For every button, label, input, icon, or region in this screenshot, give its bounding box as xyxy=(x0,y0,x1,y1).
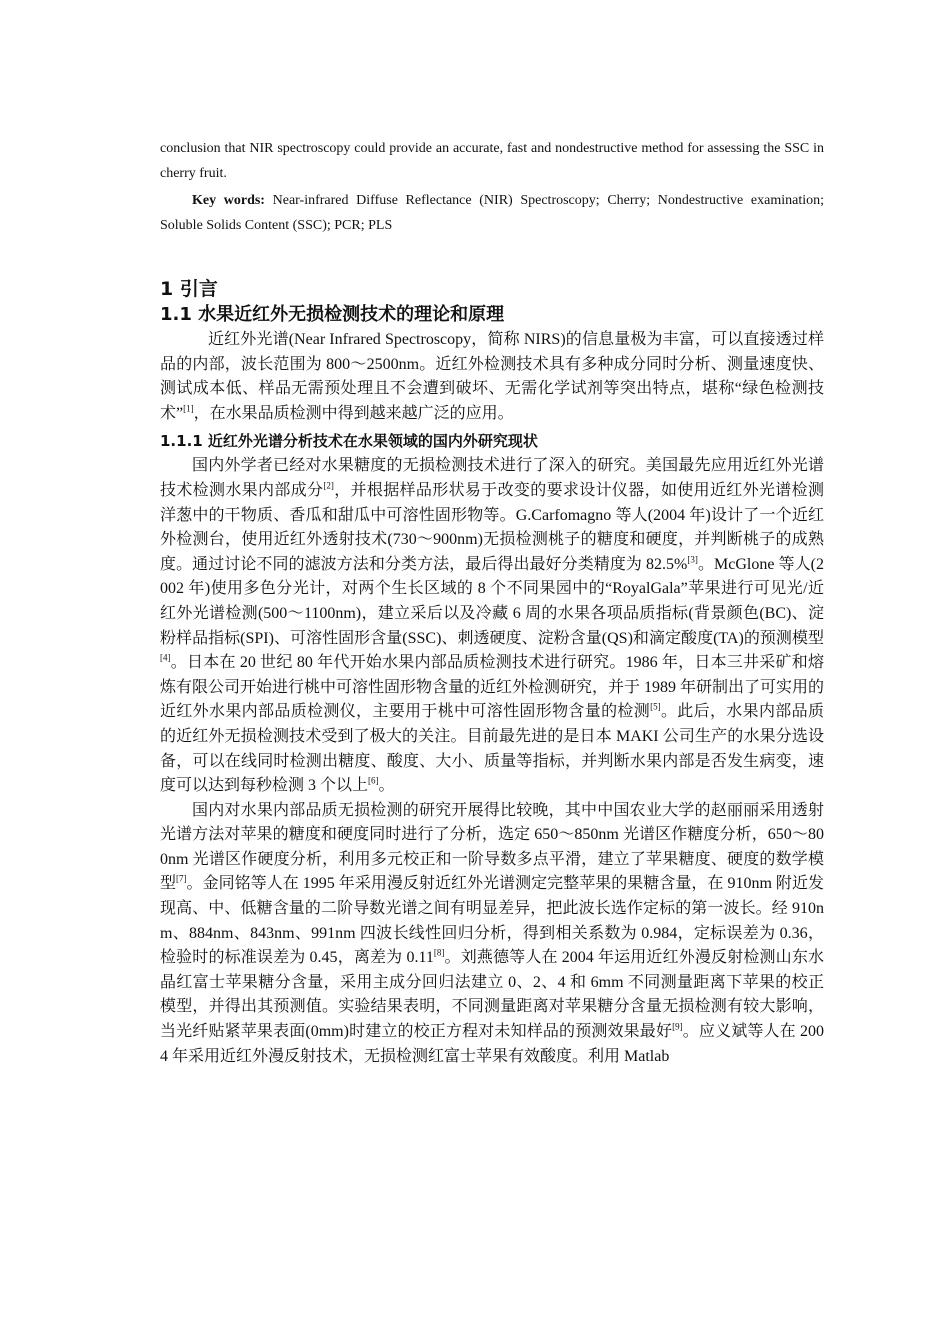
paragraph-1 xyxy=(160,328,824,426)
section-1-1-1-heading: 1.1.1 近红外光谱分析技术在水果领域的国内外研究现状 xyxy=(160,432,538,451)
keywords-label: Key words: xyxy=(192,193,265,208)
para3-text-d: 。应义斌等人在 2004 年采用近红外漫反射技术，无损检测红富士苹果有效酸度。利用 Matlab xyxy=(160,1023,824,1065)
paragraph-3 xyxy=(160,799,824,1070)
section-1-heading: 1 引言 xyxy=(160,278,218,300)
citation-4: [4] xyxy=(160,652,171,663)
para2-text-b: ，并根据样品形状易于改变的要求设计仪器，如使用近红外光谱检测洋葱中的干物质、香瓜和甜瓜中可溶性固形物等。G.Carfomagno 等人(2004 年)设计了一个近红外检测台，使用近红外透射技术(730～900nm)无损检测桃子的糖度和硬度，并判断桃子的成熟度。通过讨论不同的滤波方法和分类方法，最后得出最好分类精度为 82.5% xyxy=(160,481,824,573)
abstract-tail: conclusion that NIR spectroscopy could provide an accurate, fast and nondestructive method for assessing the SSC in cherry fruit. xyxy=(160,141,824,181)
document-page xyxy=(160,136,824,1069)
para3-text-a: 国内对水果内部品质无损检测的研究开展得比较晚，其中中国农业大学的赵丽丽采用透射光谱方法对苹果的糖度和硬度同时进行了分析，选定 650～850nm 光谱区作糖度分析，650～800nm 光谱区作硬度分析，利用多元校正和一阶导数多点平滑，建立了苹果糖度、硬度的数学模型 xyxy=(160,801,824,893)
para2-text-f: 。 xyxy=(378,777,395,795)
keywords-text: Near-infrared Diffuse Reflectance (NIR) Spectroscopy; Cherry; Nondestructive examination; Soluble Solids Content (SSC); PCR; PLS xyxy=(160,193,824,233)
para2-text-c: 。McGlone 等人(2002 年)使用多色分光计，对两个生长区域的 8 个不同果园中的“RoyalGala”苹果进行可见光/近红外光谱检测(500～1100nm)，建立采后以及冷藏 6 周的水果各项品质指标(背景颜色(BC)、淀粉样品指标(SPI)、可溶性固形含量(SSC)、刺透硬度、淀粉含量(QS)和滴定酸度(TA)的预测模型 xyxy=(160,555,824,647)
citation-2: [2] xyxy=(323,480,334,491)
paragraph-2 xyxy=(160,454,824,798)
para2-text-a: 国内外学者已经对水果糖度的无损检测技术进行了深入的研究。美国最先应用近红外光谱技术检测水果内部成分 xyxy=(160,457,824,499)
citation-8: [8] xyxy=(433,947,445,958)
citation-5: [5] xyxy=(650,701,661,712)
keywords-paragraph xyxy=(160,188,824,238)
para3-text-c: 。刘燕德等人在 2004 年运用近红外漫反射检测山东水晶红富士苹果糖分含量，采用主成分回归法建立 0、2、4 和 6mm 不同测量距离下苹果的校正模型，并得出其预测值。实验结果表明，不同测量距离对苹果糖分含量无损检测有较大影响，当光纤贴紧苹果表面(0mm)时建立的校正方程对未知样品的预测效果最好 xyxy=(160,949,824,1041)
citation-9: [9] xyxy=(672,1021,683,1032)
para3-text-b: 。金同铭等人在 1995 年采用漫反射近红外光谱测定完整苹果的果糖含量，在 910nm 附近发现高、中、低糖含量的二阶导数光谱之间有明显差异，把此波长选作定标的第一波长。经 910nm、884nm、843nm、991nm 四波长线性回归分析，得到相关系数为 0.984，定标误差为 0.36，检验时的标准误差为 0.45，离差为 0.11 xyxy=(160,875,824,967)
citation-1: [1] xyxy=(183,403,194,414)
para2-text-e: 。此后，水果内部品质的近红外无损检测技术受到了极大的关注。目前最先进的是日本 MAKI 公司生产的水果分选设备，可以在线同时检测出糖度、酸度、大小、质量等指标，并判断水果内部是否发生病变，速度可以达到每秒检测 3 个以上 xyxy=(160,703,824,795)
para1-text-b: ，在水果品质检测中得到越来越广泛的应用。 xyxy=(193,404,514,422)
citation-7: [7] xyxy=(176,874,187,885)
para1-text-a: 近红外光谱(Near Infrared Spectroscopy，简称 NIRS)的信息量极为丰富，可以直接透过样品的内部，波长范围为 800～2500nm。近红外检测技术具有多种成分同时分析、测量速度快、测试成本低、样品无需预处理且不会遭到破坏、无需化学试剂等突出特点，堪称“绿色检测技术” xyxy=(160,331,824,422)
citation-3: [3] xyxy=(687,554,698,565)
para2-text-d: 。日本在 20 世纪 80 年代开始水果内部品质检测技术进行研究。1986 年，日本三井采矿和熔炼有限公司开始进行桃中可溶性固形物含量的近红外检测研究，并于 1989 年研制出了可实用的近红外水果内部品质检测仪，主要用于桃中可溶性固形物含量的检测 xyxy=(160,654,825,721)
section-1-1-heading: 1.1 水果近红外无损检测技术的理论和原理 xyxy=(160,304,505,325)
citation-6: [6] xyxy=(368,775,379,786)
